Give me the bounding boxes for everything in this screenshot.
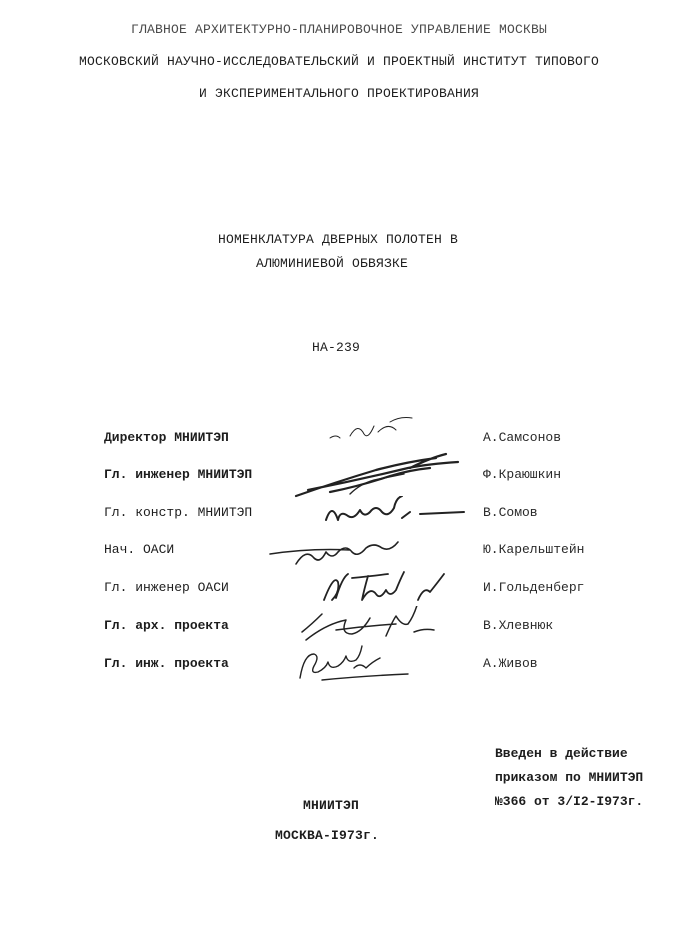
signatory-name: Ю.Карельштейн bbox=[483, 542, 585, 557]
document-code: НА-239 bbox=[312, 340, 361, 355]
signature-karelshtein bbox=[266, 536, 416, 570]
footer-city-year: МОСКВА-I973г. bbox=[275, 828, 380, 843]
introduced-line-3: №366 от 3/I2-I973г. bbox=[495, 794, 644, 809]
signature-zhivov bbox=[292, 644, 422, 684]
signatory-name: А.Самсонов bbox=[483, 430, 562, 445]
footer-org: МНИИТЭП bbox=[303, 798, 360, 813]
header-line-2: МОСКОВСКИЙ НАУЧНО-ИССЛЕДОВАТЕЛЬСКИЙ И ПРОЕКТНЫЙ ИНСТИТУТ ТИПОВОГО bbox=[78, 54, 600, 69]
signatory-name: В.Сомов bbox=[483, 505, 538, 520]
signatory-title: Гл. инженер ОАСИ bbox=[104, 580, 229, 595]
signatory-title: Нач. ОАСИ bbox=[104, 542, 175, 557]
header-line-1: ГЛАВНОЕ АРХИТЕКТУРНО-ПЛАНИРОВОЧНОЕ УПРАВЛЕНИЕ МОСКВЫ bbox=[130, 22, 548, 37]
signature-goldenberg bbox=[318, 570, 458, 606]
signatory-title: Гл. констр. МНИИТЭП bbox=[104, 505, 253, 520]
signatory-title: Директор МНИИТЭП bbox=[104, 430, 229, 445]
document-title-line-1: НОМЕНКЛАТУРА ДВЕРНЫХ ПОЛОТЕН В bbox=[218, 232, 459, 247]
signature-samsonov bbox=[320, 408, 430, 448]
introduced-line-1: Введен в действие bbox=[495, 746, 628, 761]
signatory-title: Гл. инженер МНИИТЭП bbox=[104, 467, 253, 482]
document-title-line-2: АЛЮМИНИЕВОЙ ОБВЯЗКЕ bbox=[256, 256, 409, 271]
signatory-title: Гл. инж. проекта bbox=[104, 656, 229, 671]
signature-somov bbox=[320, 496, 470, 528]
signatory-name: Ф.Краюшкин bbox=[483, 467, 562, 482]
header-line-3: И ЭКСПЕРИМЕНТАЛЬНОГО ПРОЕКТИРОВАНИЯ bbox=[198, 86, 480, 101]
introduced-line-2: приказом по МНИИТЭП bbox=[495, 770, 644, 785]
signatory-name: А.Живов bbox=[483, 656, 538, 671]
signatory-name: В.Хлевнюк bbox=[483, 618, 554, 633]
signatory-name: И.Гольденберг bbox=[483, 580, 585, 595]
signature-khlevnyuk bbox=[296, 606, 446, 646]
signatory-title: Гл. арх. проекта bbox=[104, 618, 229, 633]
